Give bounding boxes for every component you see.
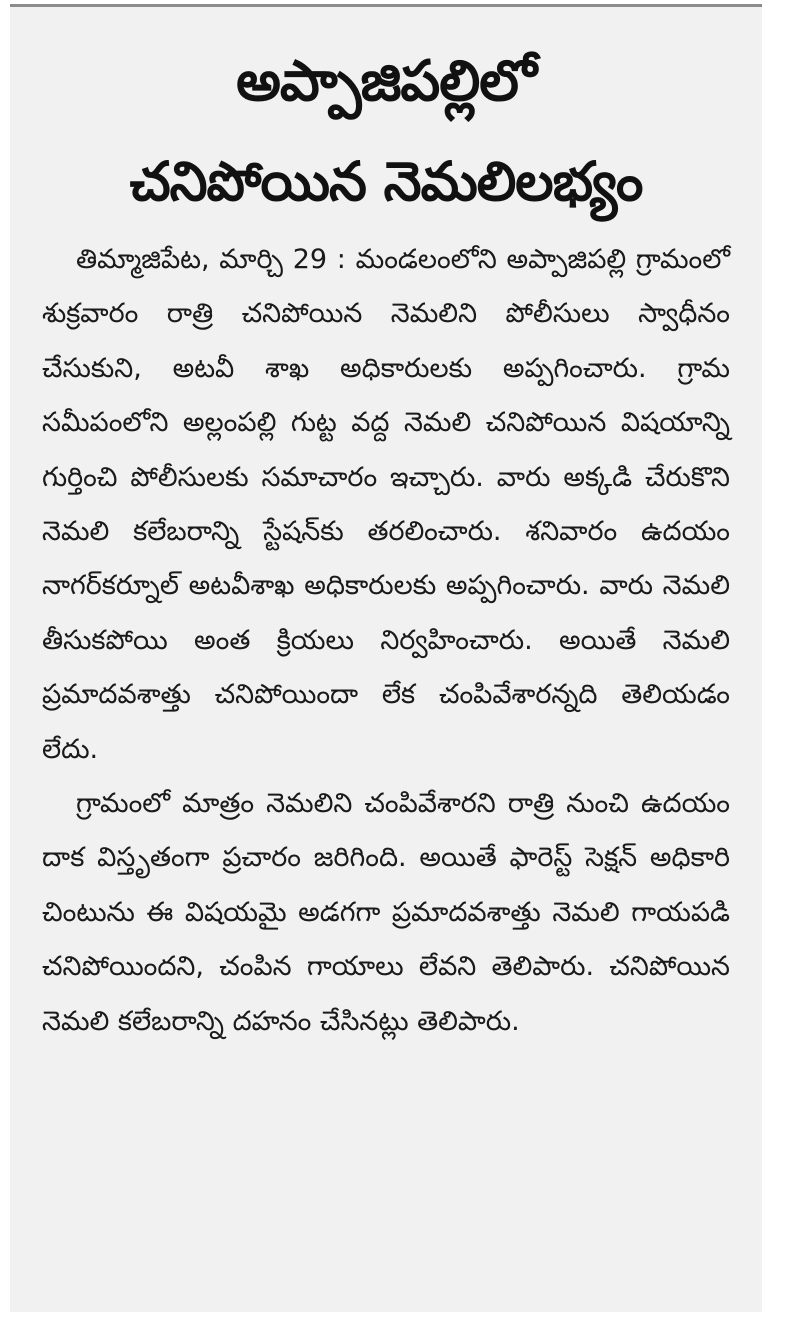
headline-line-1: అప్పాజిపల్లిలో bbox=[236, 49, 536, 114]
newspaper-clipping bbox=[10, 4, 762, 1312]
dateline: తిమ్మాజిపేట, మార్చి 29 : bbox=[76, 244, 346, 275]
headline-line-2: చనిపోయిన నెమలిలభ్యం bbox=[129, 150, 643, 213]
article-paragraph-1 bbox=[42, 233, 730, 777]
article-body bbox=[42, 233, 730, 1049]
paragraph-1-text: మండలంలోని అప్పాజిపల్లి గ్రామంలో శుక్రవారం రాత్రి చనిపోయిన నెమలిని పోలీసులు స్వాధీనం చేసుకుని, అటవీ శాఖ అధికారులకు అప్పగించారు. గ్రామ సమీపంలోని అల్లంపల్లి గుట్ట వద్ద నెమలి చనిపోయిన విషయాన్ని గుర్తించి పోలీసులకు సమాచారం ఇచ్చారు. వారు అక్కడి చేరుకొని నెమలి కలేబరాన్ని స్టేషన్‌కు తరలించారు. శనివారం ఉదయం నాగర్‌కర్నూల్ అటవీశాఖ అధికారులకు అప్పగించారు. వారు నెమలి తీసుకపోయి అంత క్రియలు నిర్వహించారు. అయితే నెమలి ప్రమాదవశాత్తు చనిపోయిందా లేక చంపివేశారన్నది తెలియడం లేదు. bbox=[42, 244, 730, 765]
article-paragraph-2: గ్రామంలో మాత్రం నెమలిని చంపివేశారని రాత్రి నుంచి ఉదయం దాక విస్తృతంగా ప్రచారం జరిగింది. అయితే ఫారెస్ట్ సెక్షన్ అధికారి చింటును ఈ విషయమై అడగగా ప్రమాదవశాత్తు నెమలి గాయపడి చనిపోయిందని, చంపిన గాయాలు లేవని తెలిపారు. చనిపోయిన నెమలి కలేబరాన్ని దహనం చేసినట్లు తెలిపారు. bbox=[42, 788, 730, 1037]
